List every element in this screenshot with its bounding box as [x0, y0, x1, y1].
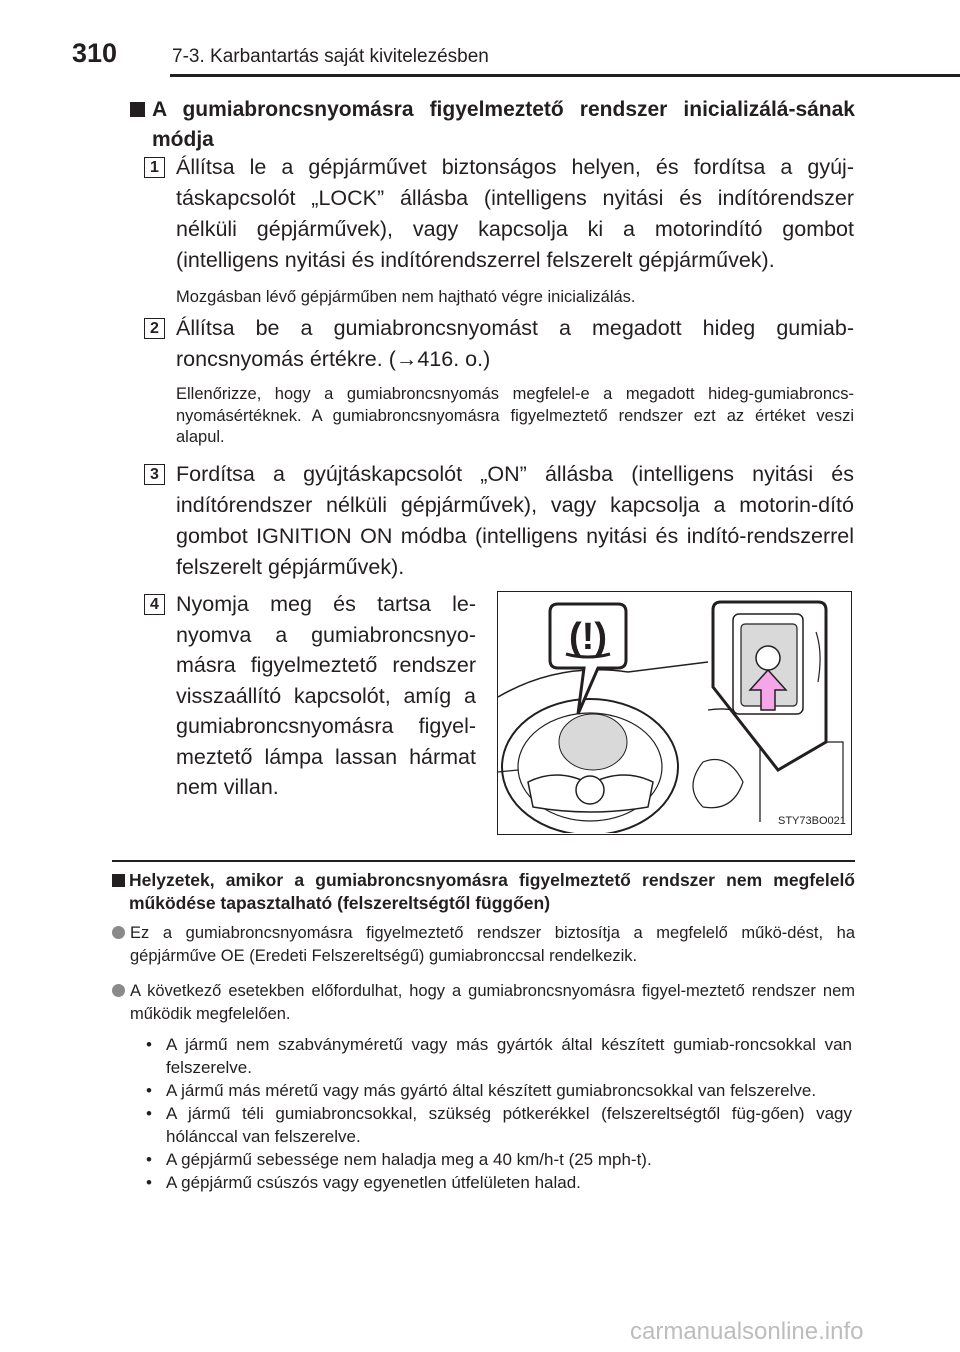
dashboard-illustration	[497, 591, 852, 835]
list-item: • A jármű más méretű vagy más gyártó által készített gumiabroncsokkal van felszerelve.	[146, 1079, 852, 1102]
list-item: • A gépjármű sebessége nem haladja meg a 40 km/h-t (25 mph-t).	[146, 1148, 852, 1171]
info-heading-text: Helyzetek, amikor a gumiabroncsnyomásra figyelmeztető rendszer nem megfelelő működése tapasztalható (felszereltségtől függően)	[129, 870, 855, 913]
list-item: • A jármű nem szabványméretű vagy más gyártók által készített gumiab-roncsokkal van felszerelve.	[146, 1033, 852, 1079]
warning-symbol: (!)	[569, 616, 607, 658]
list-item: • A gépjármű csúszós vagy egyenetlen útfelületen halad.	[146, 1171, 852, 1194]
square-bullet-icon	[112, 874, 125, 887]
step-number-4: 4	[144, 594, 165, 615]
step-3-text: Fordítsa a gyújtáskapcsolót „ON” állásba (intelligens nyitási és indítórendszer nélküli gépjárművek), vagy kapcsolja a motorin-dító gombot IGNITION ON módba (intelligens nyitási és indító-rendszerrel felszerelt gépjárművek).	[176, 462, 854, 579]
step-2-text: Állítsa be a gumiabroncsnyomást a megadott hideg gumiab-roncsnyomás értékre. (→416. o.)	[176, 316, 854, 371]
dashboard-drawing	[498, 592, 850, 833]
step-1-text: Állítsa le a gépjárművet biztonságos helyen, és fordítsa a gyúj-táskapcsolót „LOCK” állásba (intelligens nyitási és indítórendszer nélküli gépjárművek), vagy kapcsolja ki a motorindító gombot (intelligens nyitási és indítórendszerrel felszerelt gépjárművek).	[176, 155, 854, 272]
step-2-note: Ellenőrizze, hogy a gumiabroncsnyomás megfelel-e a megadott hideg-gumiabroncs-nyomásértéknek. A gumiabroncsnyomásra figyelmeztető rendszer ezt az értéket veszi alapul.	[176, 385, 854, 446]
watermark: carmanualsonline.info	[630, 1318, 864, 1345]
list-item: • A jármű téli gumiabroncsokkal, szükség pótkerékkel (felszereltségtől füg-gően) vagy hólánccal van felszerelve.	[146, 1102, 852, 1148]
step-1-note: Mozgásban lévő gépjárműben nem hajtható végre inicializálás.	[176, 288, 636, 306]
square-bullet-icon	[130, 102, 145, 117]
info-bullet-1	[130, 922, 855, 968]
section-heading	[130, 95, 855, 155]
circle-bullet-icon	[112, 984, 125, 997]
illustration-code: STY73BO021	[778, 815, 846, 827]
chapter-title: 7-3. Karbantartás saját kivitelezésben	[172, 46, 489, 67]
info-divider	[112, 860, 855, 862]
info-bullet-2-text: A következő esetekben előfordulhat, hogy a gumiabroncsnyomásra figyel-meztető rendszer nem működik megfelelően.	[130, 982, 855, 1023]
tpms-warning-icon	[550, 604, 626, 714]
reset-button-icon	[756, 646, 780, 670]
condition-list	[146, 1033, 852, 1194]
reset-button-callout	[713, 602, 826, 770]
info-bullet-2	[130, 980, 855, 1026]
step-number-1: 1	[144, 157, 165, 178]
header-rule	[170, 74, 960, 77]
info-heading	[112, 869, 855, 915]
step-number-2: 2	[144, 318, 165, 339]
section-title: A gumiabroncsnyomásra figyelmeztető rendszer inicializálá-sának módja	[152, 98, 855, 151]
page-number: 310	[72, 38, 118, 68]
step-number-3: 3	[144, 464, 165, 485]
info-bullet-1-text: Ez a gumiabroncsnyomásra figyelmeztető rendszer biztosítja a megfelelő műkö-dést, ha gépjárműve OE (Eredeti Felszereltségű) gumiabronccsal rendelkezik.	[130, 924, 855, 965]
circle-bullet-icon	[112, 926, 125, 939]
steering-wheel-icon	[502, 699, 678, 833]
step-4-text: Nyomja meg és tartsa le-nyomva a gumiabroncsnyo-másra figyelmeztető rendszer visszaállító kapcsolót, amíg a gumiabroncsnyomásra figyel-meztető lámpa lassan hármat nem villan.	[176, 592, 476, 799]
